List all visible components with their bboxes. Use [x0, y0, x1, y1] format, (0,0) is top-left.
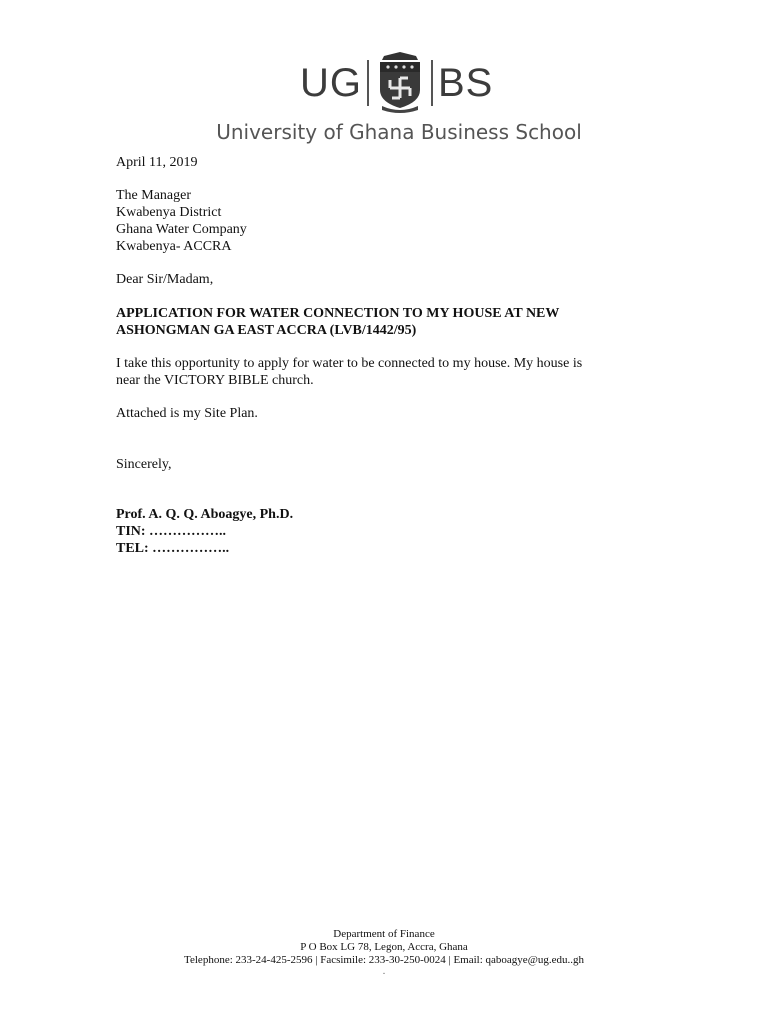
- paragraph-line: near the VICTORY BIBLE church.: [116, 373, 314, 388]
- attachment-note: [116, 405, 676, 422]
- logo-divider: [367, 60, 369, 106]
- recipient-line: Ghana Water Company: [116, 222, 247, 237]
- recipient-line: The Manager: [116, 188, 192, 203]
- closing-text: Sincerely,: [116, 457, 172, 472]
- footer-address: P O Box LG 78, Legon, Accra, Ghana: [300, 941, 468, 953]
- letter-footer: [0, 928, 768, 977]
- subject-line: APPLICATION FOR WATER CONNECTION TO MY HOUSE AT NEW: [116, 306, 560, 321]
- body-paragraph: [116, 355, 676, 389]
- subject-heading: [116, 305, 676, 339]
- date-text: April 11, 2019: [116, 155, 198, 170]
- recipient-line: Kwabenya District: [116, 205, 222, 220]
- logo-text-bs: BS: [438, 61, 494, 105]
- closing: [116, 456, 676, 473]
- salutation: [116, 271, 676, 288]
- logo-divider: [431, 60, 433, 106]
- logo-text-ug: UG: [300, 61, 362, 105]
- footer-trailing-mark: .: [382, 966, 386, 977]
- letterhead: [0, 48, 768, 148]
- signature-block: [116, 506, 676, 557]
- tel-line: TEL: ……………..: [116, 541, 230, 556]
- school-name: University of Ghana Business School: [216, 120, 582, 144]
- salutation-text: Dear Sir/Madam,: [116, 272, 214, 287]
- recipient-address: [116, 187, 676, 255]
- subject-line: ASHONGMAN GA EAST ACCRA (LVB/1442/95): [116, 323, 417, 338]
- university-crest-icon: [374, 52, 426, 114]
- signatory-name: Prof. A. Q. Q. Aboagye, Ph.D.: [116, 507, 294, 522]
- tin-line: TIN: ……………..: [116, 524, 227, 539]
- recipient-line: Kwabenya- ACCRA: [116, 239, 232, 254]
- footer-department: Department of Finance: [333, 928, 435, 940]
- letter-date: [116, 154, 676, 171]
- paragraph-line: I take this opportunity to apply for water to be connected to my house. My house is: [116, 356, 583, 371]
- ugbs-logo: [300, 52, 493, 114]
- footer-contact: Telephone: 233-24-425-2596 | Facsimile: 233-30-250-0024 | Email: qaboagye@ug.edu..gh: [184, 954, 584, 966]
- attachment-text: Attached is my Site Plan.: [116, 406, 258, 421]
